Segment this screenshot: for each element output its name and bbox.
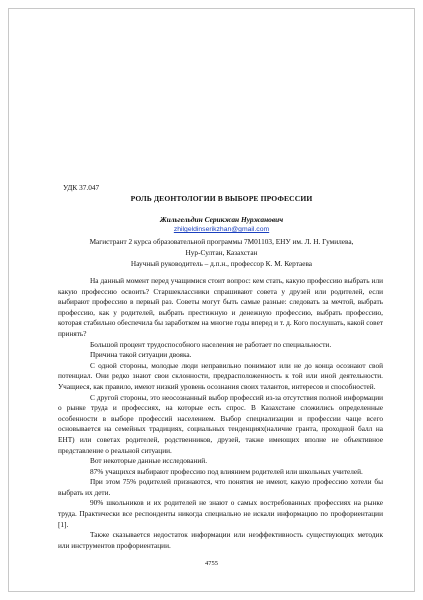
paragraph: С одной стороны, молодые люди неправильно понимают или не до конца осознают свой потенциал. Они редко знают свои склонности, предрасположенность к той или иной деятельности. Учащиеся, как правило, имеют низкий уровень осознания своих талантов, интересов и способностей. [58,360,383,391]
paragraph: С другой стороны, это неосознанный выбор профессий из-за отсутствия полной информации о рынке труда и профессиях, на которые есть спрос. В Казахстане сложились определенные особенности в выборе профессий населением. Выбор специализации и профессии чаще всего основывается на семейных традициях, социальных тенденциях(наличие гранта, проходной балл на ЕНТ) или советах родителей, родственников, друзей, также имеющих вполне не объективное представление о реальной ситуации. [58,392,383,455]
article-body [58,276,383,551]
paragraph: На данный момент перед учащимися стоит вопрос: кем стать, какую профессию выбрать или какую профессию освоить? Старшеклассники спрашивают совета у друзей или родителей, если выбирают профессию в первый раз. Советы могут быть самые разные: следовать за мечтой, выбрать профессию, как у родителей, выбрать престижную и денежную профессию, выбрать профессию, которая стабильно обеспечила бы заработком на многие годы вперед и т. д. Кого послушать, какой совет принять? [58,276,384,338]
article-title: РОЛЬ ДЕОНТОЛОГИИ В ВЫБОРЕ ПРОФЕССИИ [130,194,313,203]
affiliation-line: Научный руководитель – д.п.н., профессор К. М. Кертаева [130,259,313,268]
paragraph: Вот некоторые данные исследований. [90,456,208,466]
page-number: 4755 [205,560,218,567]
author-name: Жильгельдин Серикжан Нуржанович [159,215,284,224]
paragraph: 90% школьников и их родителей не знают о самых востребованных профессиях на рынке труда. Практически все респонденты никогда специально не искали информацию по профориентации [1]. [58,498,383,529]
paragraph: 87% учащихся выбирают профессию под влиянием родителей или школьных учителей. [90,466,363,476]
paragraph: Причина такой ситуации двояка. [90,350,192,360]
paragraph: Также сказывается недостаток информации или неэффективность существующих методик или инструментов профориентации. [58,530,383,550]
udk-code: УДК 37.047 [63,183,100,192]
paragraph: При этом 75% родителей признаются, что понятия не имеют, какую профессию хотели бы выбрать их дети. [58,477,383,497]
author-affiliation [60,236,383,269]
author-email-link[interactable]: zhilgeldinserikzhan@gmail.com [173,226,270,233]
affiliation-line: Нур-Султан, Казахстан [185,248,258,257]
paragraph: Большой процент трудоспособного населения не работает по специальности. [90,339,332,349]
affiliation-line: Магистрант 2 курса образовательной программы 7М01103, ЕНУ им. Л. Н. Гумилева, [89,237,354,246]
